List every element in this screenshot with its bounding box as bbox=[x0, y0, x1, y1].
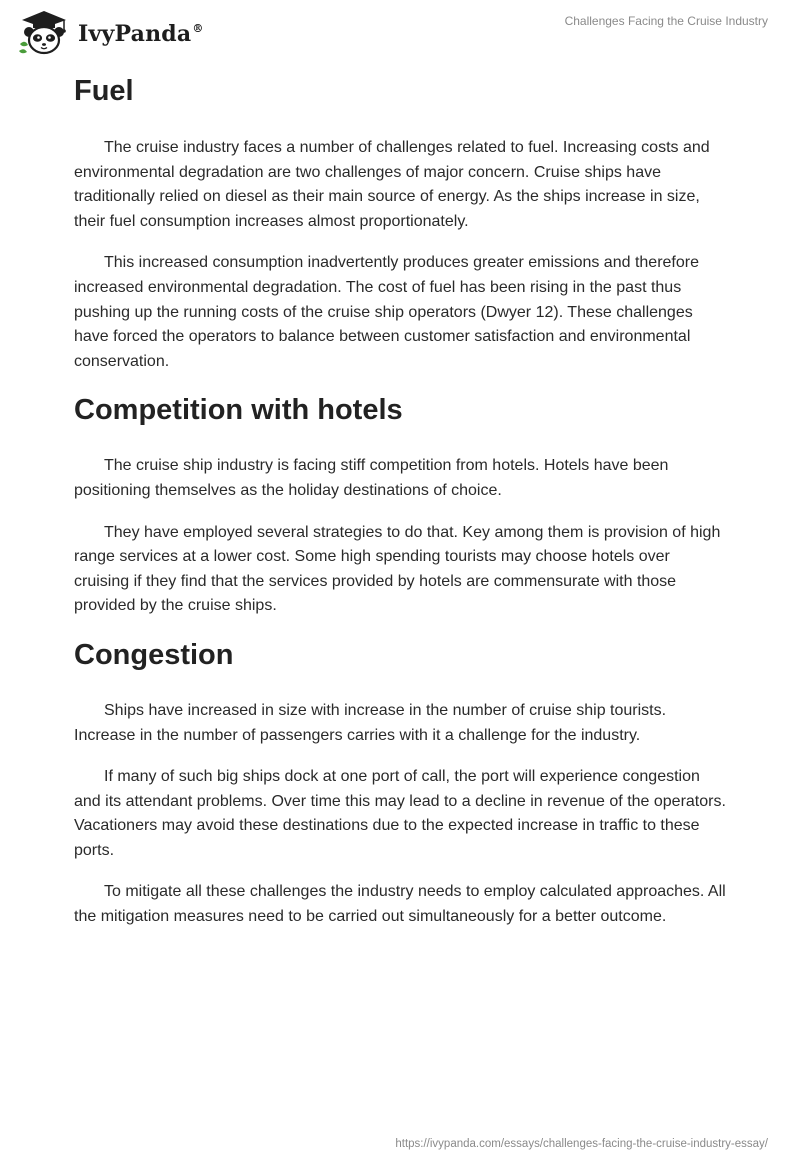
brand-name: IvyPanda® bbox=[78, 21, 204, 47]
registered-mark: ® bbox=[192, 22, 204, 35]
page-header bbox=[0, 0, 800, 62]
essay-content bbox=[74, 72, 726, 947]
section-heading-fuel: Fuel bbox=[74, 75, 134, 107]
section-heading-competition: Competition with hotels bbox=[74, 394, 403, 427]
paragraph: To mitigate all these challenges the industry needs to employ calculated approaches. All the mitigation measures need to be carried out simultaneously for a better outcome. bbox=[74, 883, 726, 926]
paragraph: This increased consumption inadvertently produces greater emissions and therefore increased environmental degradation. The cost of fuel has been rising in the past thus pushing up the running costs of the cruise ship operators (Dwyer 12). These challenges have forced the operators to balance between customer satisfaction and environmental conservation. bbox=[74, 254, 699, 370]
paragraph: Ships have increased in size with increase in the number of cruise ship tourists. Increase in the number of passengers carries with it a challenge for the industry. bbox=[74, 701, 667, 744]
paragraph: The cruise ship industry is facing stiff competition from hotels. Hotels have been positioning themselves as the holiday destinations of choice. bbox=[74, 457, 669, 499]
ivypanda-logo[interactable] bbox=[16, 8, 204, 56]
panda-graduate-icon bbox=[16, 8, 72, 56]
paragraph: The cruise industry faces a number of challenges related to fuel. Increasing costs and environmental degradation are two challenges of major concern. Cruise ships have traditionally relied on diesel as their main source of energy. As the ships increase in size, their fuel consumption increases almost proportionately. bbox=[74, 139, 710, 230]
source-url-link[interactable]: https://ivypanda.com/essays/challenges-facing-the-cruise-industry-essay/ bbox=[395, 1138, 768, 1150]
paragraph: If many of such big ships dock at one port of call, the port will experience congestion and its attendant problems. Over time this may lead to a decline in revenue of the operators. Vacationers may avoid these destinations due to the expected increase in traffic to these ports. bbox=[74, 768, 726, 859]
paragraph: They have employed several strategies to do that. Key among them is provision of high range services at a lower cost. Some high spending tourists may choose hotels over cruising if they find that the services provided by hotels are commensurate with those provided by the cruise ships. bbox=[74, 523, 721, 615]
document-title: Challenges Facing the Cruise Industry bbox=[564, 14, 768, 28]
section-heading-congestion: Congestion bbox=[74, 638, 234, 671]
